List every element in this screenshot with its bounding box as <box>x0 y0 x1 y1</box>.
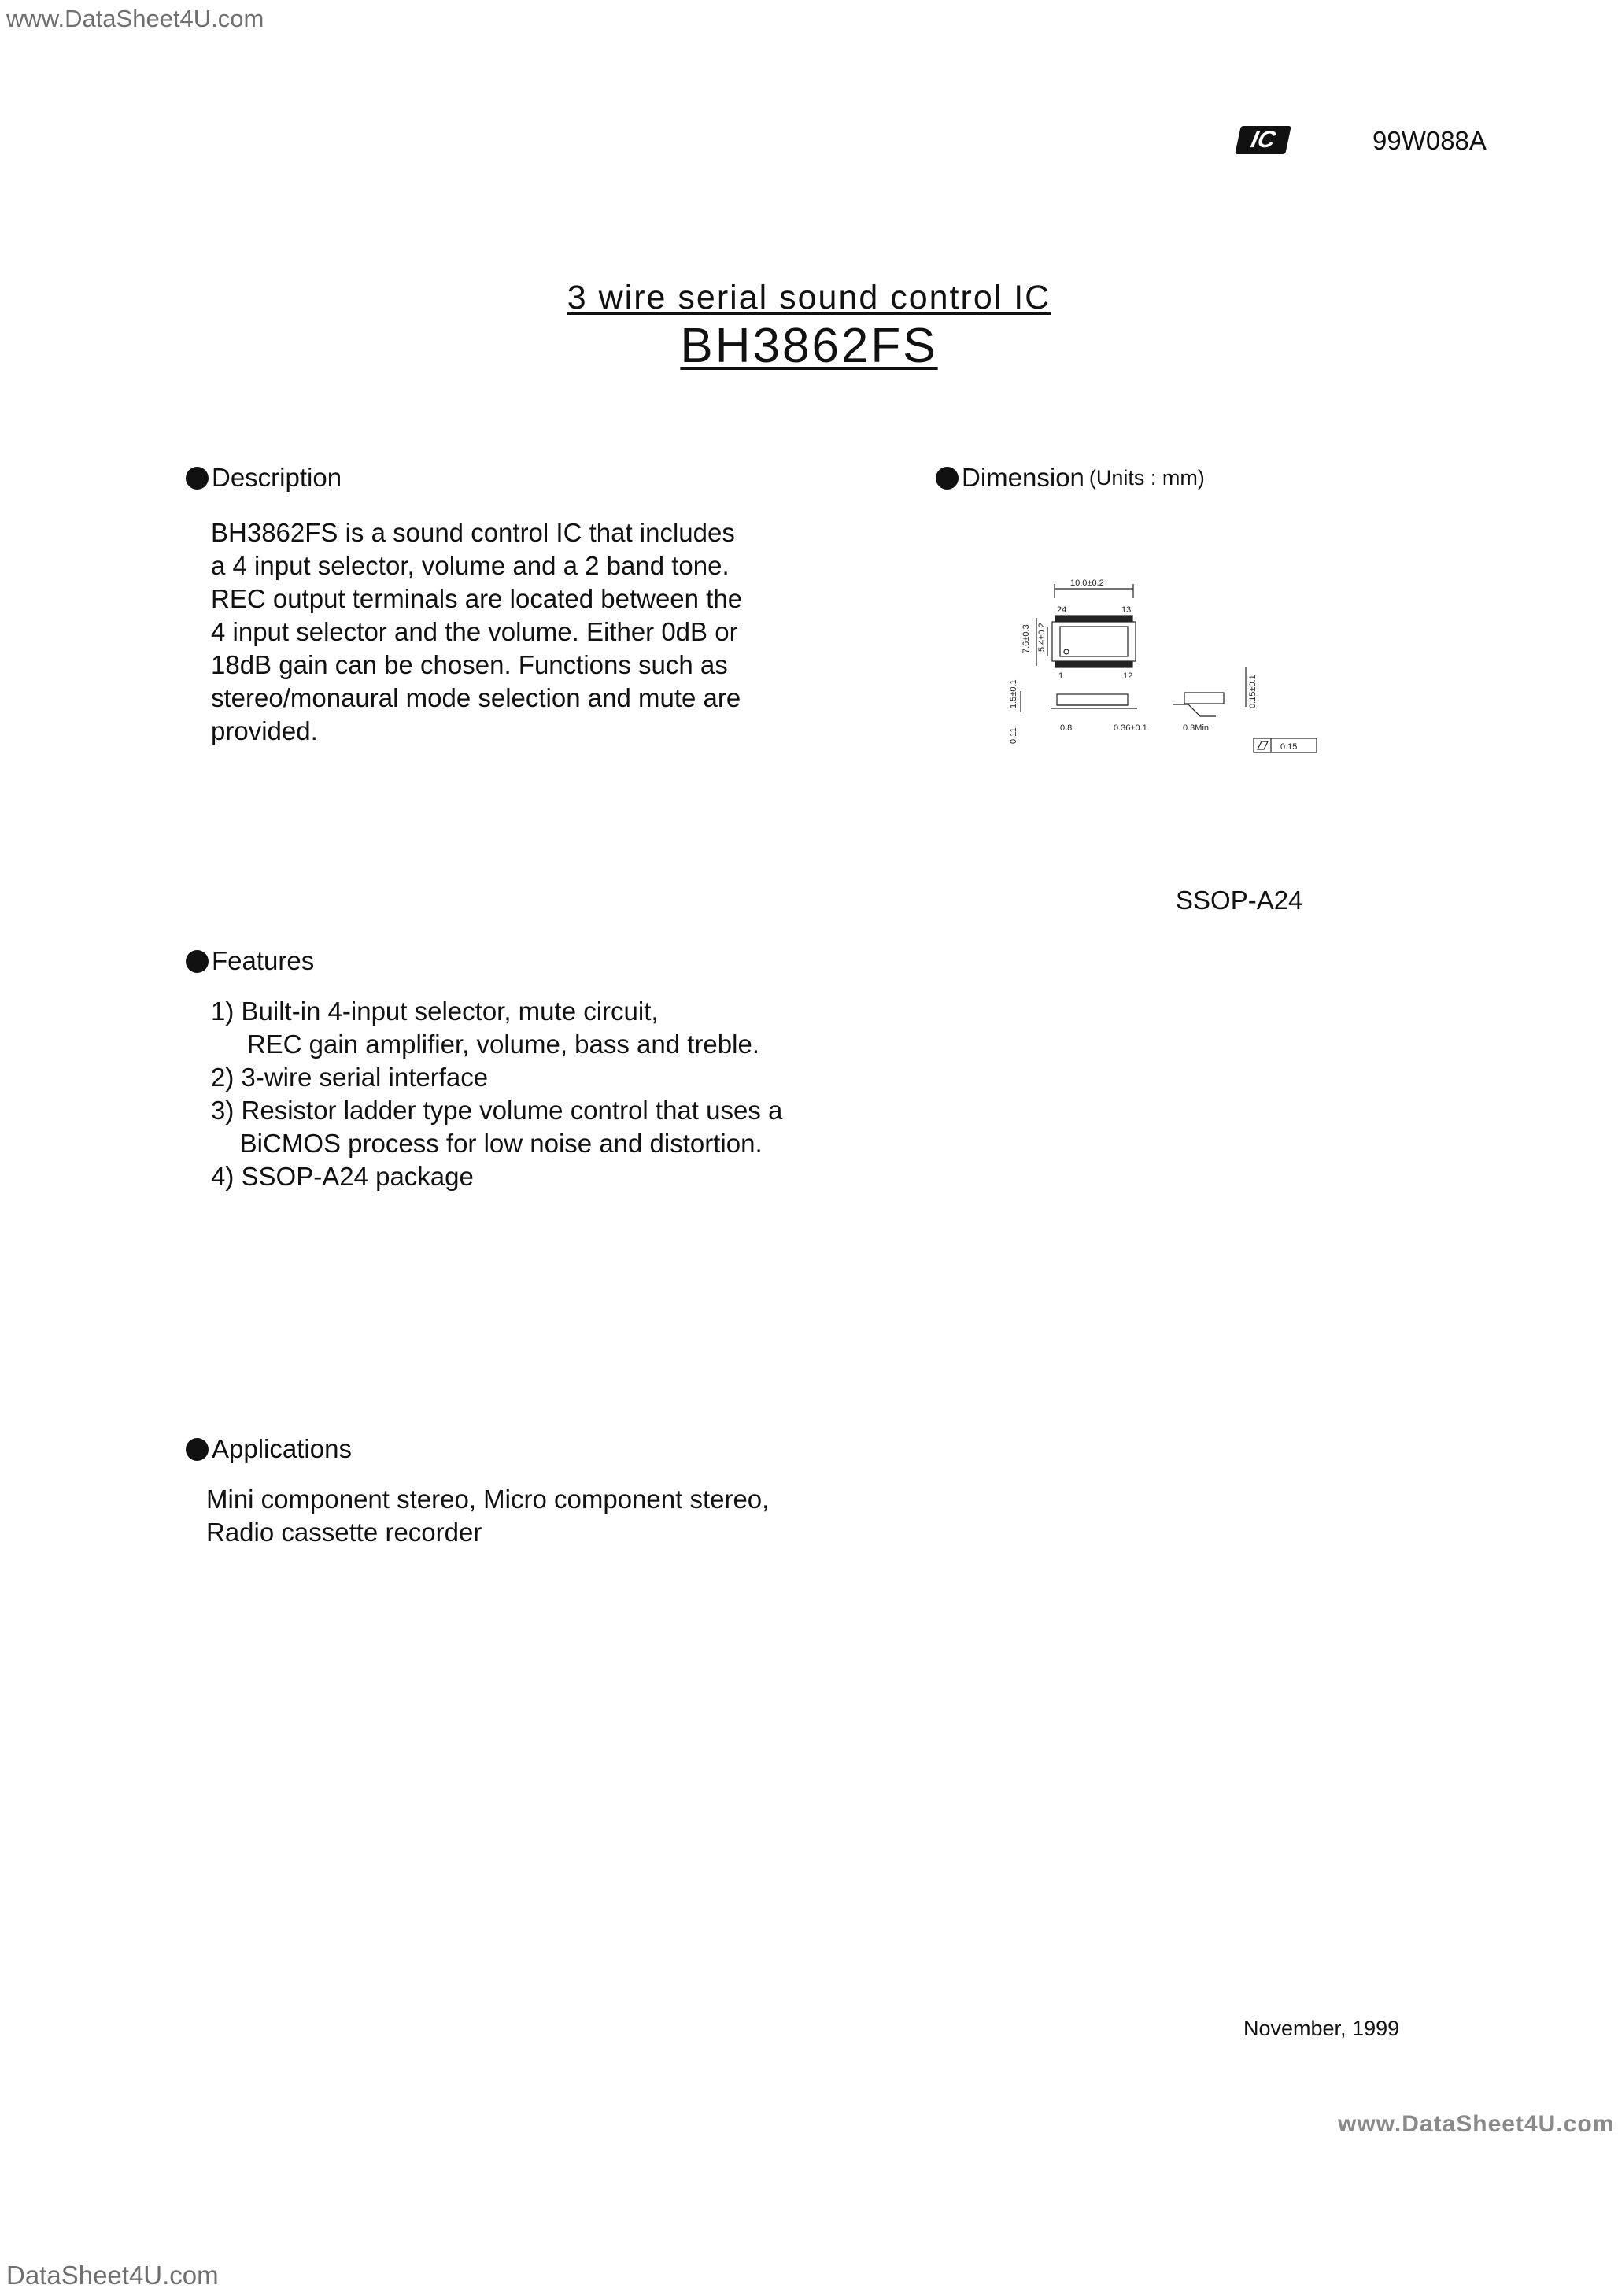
pin1-label: 1 <box>1058 671 1064 681</box>
height-label: 1.5±0.1 <box>1009 679 1018 708</box>
bullet-icon <box>936 467 959 490</box>
description-line: 18dB gain can be chosen. Functions such as <box>211 650 728 679</box>
dimension-units: (Units : mm) <box>1088 465 1205 490</box>
min-length-label: 0.3Min. <box>1183 723 1212 733</box>
side-view-body <box>1057 694 1128 705</box>
package-inner-outline <box>1060 627 1128 656</box>
bottom-pin-row <box>1055 662 1132 667</box>
width-label: 10.0±0.2 <box>1070 579 1104 588</box>
feature-line: 1) Built-in 4-input selector, mute circuit, <box>211 996 659 1026</box>
application-line: Mini component stereo, Micro component stereo, <box>206 1484 770 1514</box>
package-name: SSOP-A24 <box>1176 885 1303 915</box>
inner-height-label: 5.4±0.2 <box>1037 623 1047 652</box>
feature-line: BiCMOS process for low noise and distortion. <box>211 1129 763 1158</box>
document-number: 99W088A <box>1372 126 1487 155</box>
watermark-bottom-right: www.DataSheet4U.com <box>1338 2111 1615 2137</box>
document-date: November, 1999 <box>1243 2017 1400 2040</box>
pitch-label: 0.8 <box>1060 723 1073 733</box>
description-heading: Description <box>186 463 342 493</box>
description-line: BH3862FS is a sound control IC that includes <box>211 518 735 547</box>
feature-line: 4) SSOP-A24 package <box>211 1162 474 1191</box>
lead-width-label: 0.36±0.1 <box>1114 723 1147 733</box>
description-line: 4 input selector and the volume. Either 0dB or <box>211 617 738 646</box>
feature-line: REC gain amplifier, volume, bass and treble. <box>211 1030 759 1059</box>
body-height-label: 7.6±0.3 <box>1021 624 1031 653</box>
features-list <box>211 995 782 1193</box>
application-line: Radio cassette recorder <box>206 1518 482 1547</box>
pin13-label: 13 <box>1121 605 1132 615</box>
applications-heading: Applications <box>186 1434 352 1464</box>
package-body <box>1052 622 1136 661</box>
dimension-heading: Dimension (Units : mm) <box>936 463 1205 493</box>
applications-list <box>206 1483 769 1549</box>
lead-detail-outline <box>1173 704 1216 716</box>
watermark-top: www.DataSheet4U.com <box>6 5 264 32</box>
package-dimension-drawing <box>988 575 1350 771</box>
standoff-label: 0.11 <box>1009 727 1018 744</box>
feature-line: 3) Resistor ladder type volume control that uses a <box>211 1096 783 1125</box>
bullet-icon <box>186 467 209 490</box>
description-paragraph <box>211 516 742 748</box>
bullet-icon <box>186 950 209 973</box>
bullet-icon <box>186 1438 209 1461</box>
pin24-label: 24 <box>1057 605 1067 615</box>
watermark-bottom-left: DataSheet4U.com <box>6 2261 219 2290</box>
lead-thickness-label: 0.15±0.1 <box>1248 675 1258 708</box>
top-pin-row <box>1055 616 1132 621</box>
description-line: a 4 input selector, volume and a 2 band tone. <box>211 551 730 580</box>
flatness-label: 0.15 <box>1280 742 1298 752</box>
features-heading: Features <box>186 946 314 976</box>
description-line: REC output terminals are located between the <box>211 584 743 613</box>
feature-line: 2) 3-wire serial interface <box>211 1063 489 1092</box>
document-subtitle: 3 wire serial sound control IC <box>567 279 1051 316</box>
description-line: stereo/monaural mode selection and mute are <box>211 683 741 712</box>
ic-logo: IC <box>1235 126 1291 154</box>
part-number-title: BH3862FS <box>680 319 938 373</box>
pin12-label: 12 <box>1123 671 1133 681</box>
description-line: provided. <box>211 716 318 745</box>
